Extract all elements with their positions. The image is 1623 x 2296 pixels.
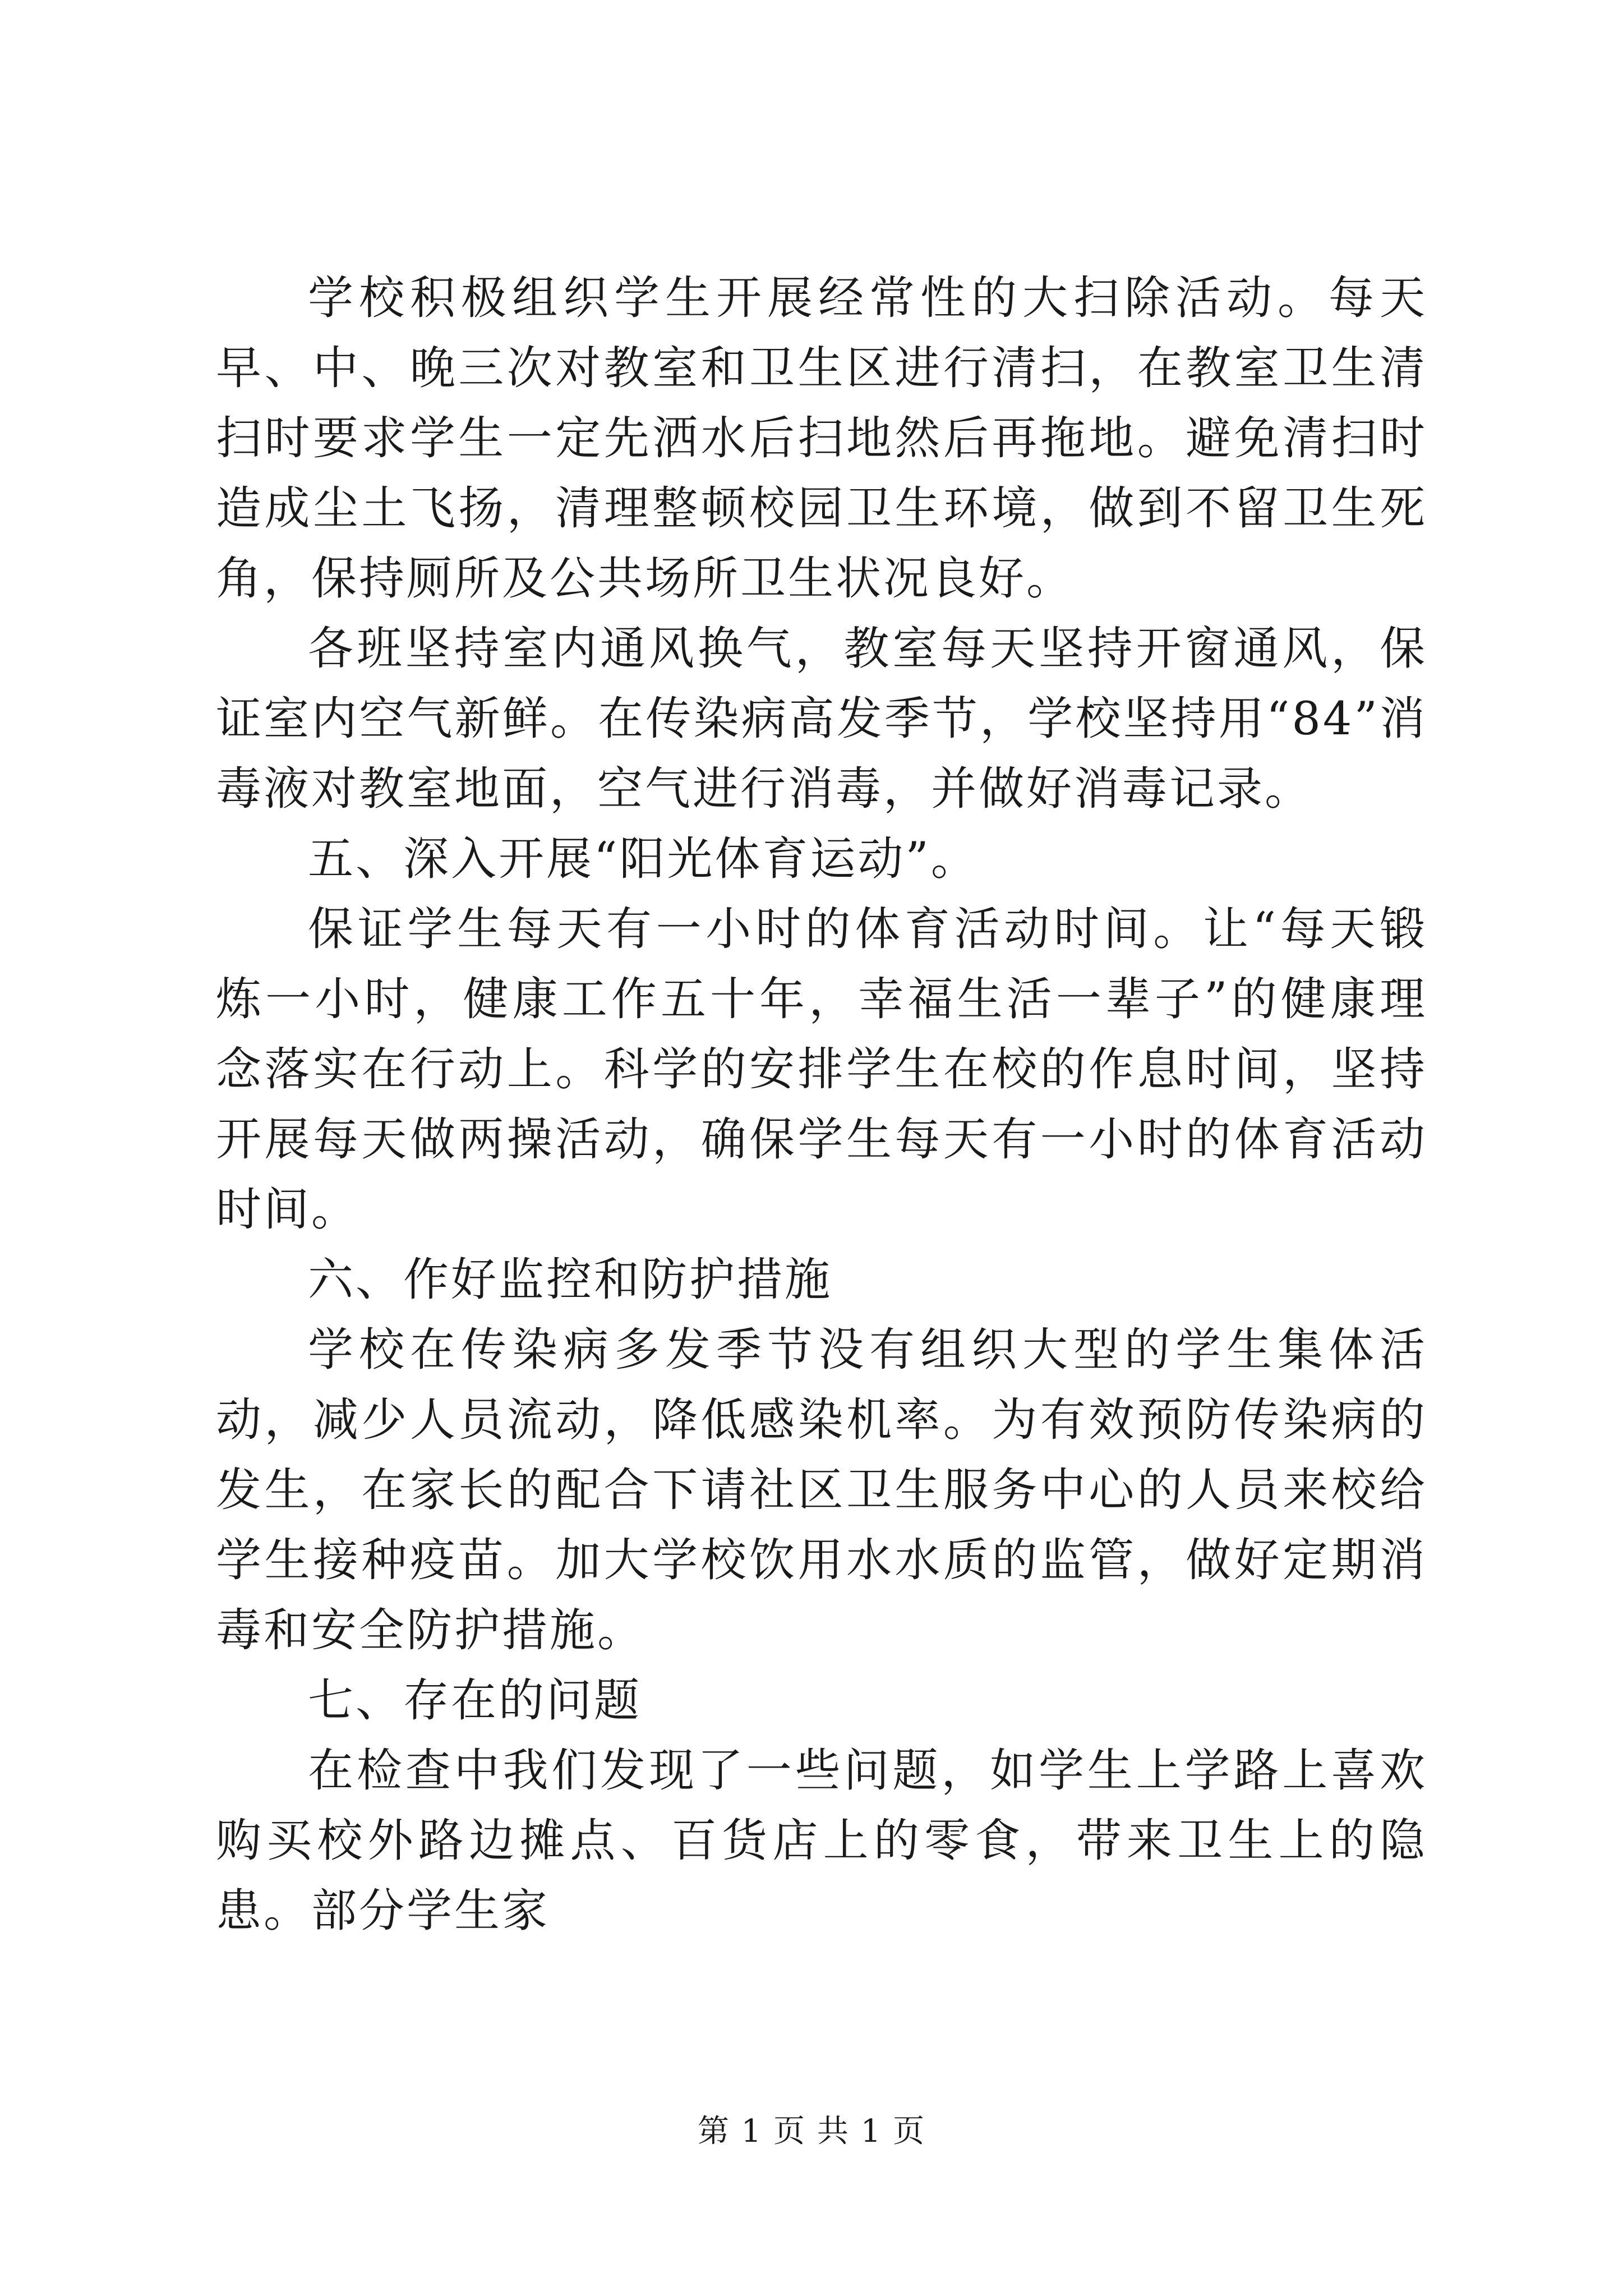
paragraph-sports-time: 保证学生每天有一小时的体育活动时间。让“每天锻炼一小时，健康工作五十年，幸福生活一辈子”的健康理念落实在行动上。科学的安排学生在校的作息时间，坚持开展每天做两操活动，确保学生每天有一小时的体育活动时间。	[216, 903, 1427, 1236]
page-number-footer: 第 1 页 共 1 页	[697, 2113, 926, 2150]
section-heading-monitoring: 六、作好监控和防护措施	[308, 1254, 833, 1306]
section-heading-problems: 七、存在的问题	[308, 1674, 642, 1727]
document-body	[216, 264, 1427, 1947]
paragraph-problems: 在检查中我们发现了一些问题，如学生上学路上喜欢购买校外路边摊点、百货店上的零食，带来卫生上的隐患。部分学生家	[216, 1745, 1427, 1938]
paragraph-cleaning: 学校积极组织学生开展经常性的大扫除活动。每天早、中、晚三次对教室和卫生区进行清扫，在教室卫生清扫时要求学生一定先洒水后扫地然后再拖地。避免清扫时造成尘土飞扬，清理整顿校园卫生环境，做到不留卫生死角，保持厕所及公共场所卫生状况良好。	[216, 272, 1427, 605]
paragraph-ventilation: 各班坚持室内通风换气，教室每天坚持开窗通风，保证室内空气新鲜。在传染病高发季节，学校坚持用“84”消毒液对教室地面，空气进行消毒，并做好消毒记录。	[216, 623, 1428, 816]
paragraph-monitoring: 学校在传染病多发季节没有组织大型的学生集体活动，减少人员流动，降低感染机率。为有效预防传染病的发生，在家长的配合下请社区卫生服务中心的人员来校给学生接种疫苗。加大学校饮用水水质的监管，做好定期消毒和安全防护措施。	[216, 1324, 1427, 1657]
section-heading-sunshine-sports: 五、深入开展“阳光体育运动”。	[308, 833, 979, 886]
